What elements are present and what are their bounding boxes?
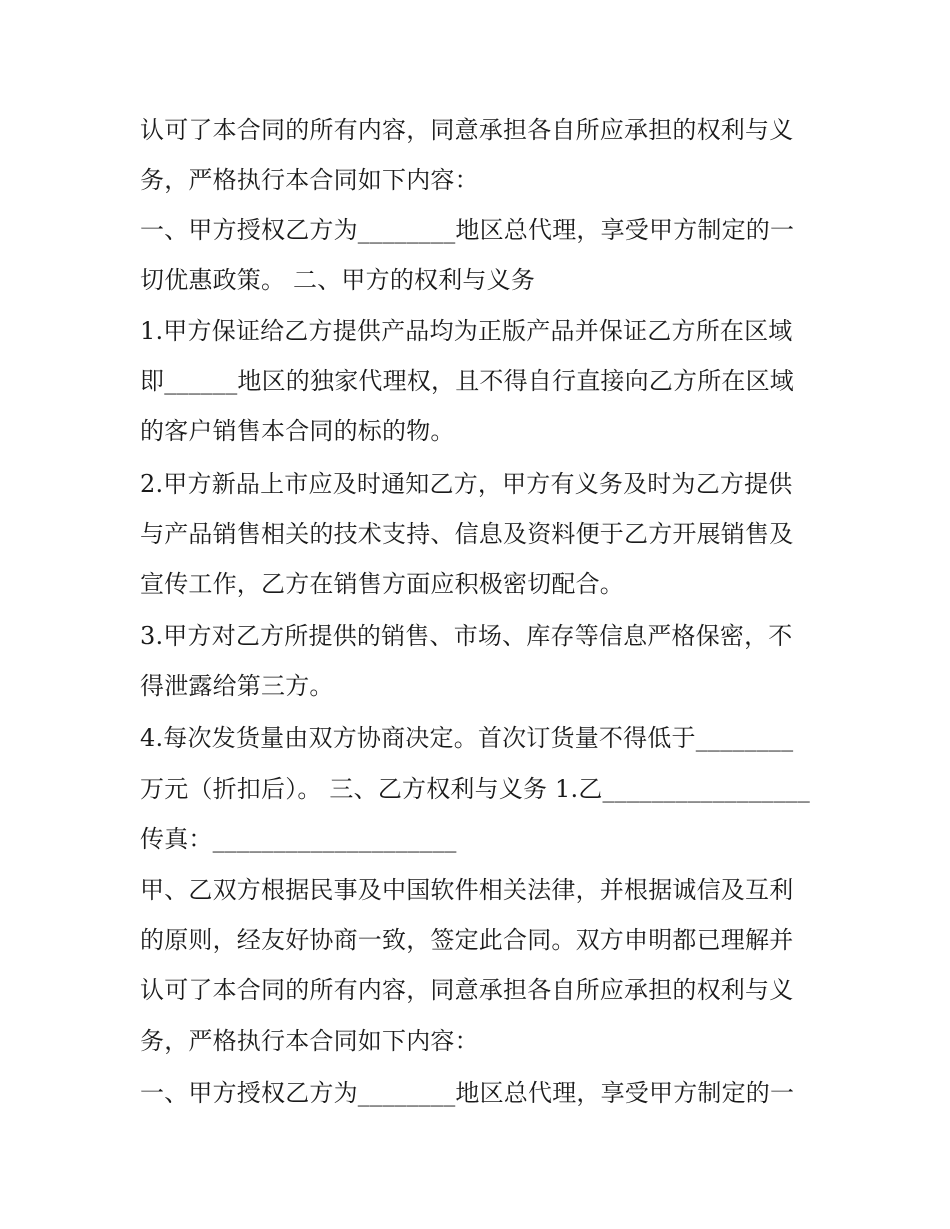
text-line: 务，严格执行本合同如下内容： — [140, 1027, 479, 1055]
text-line: 4.每次发货量由双方协商决定。首次订货量不得低于________ — [140, 724, 794, 752]
text-line: 一、甲方授权乙方为________地区总代理，享受甲方制定的一 — [140, 1079, 795, 1107]
text-line: 切优惠政策。 二、甲方的权利与义务 — [140, 266, 536, 294]
text-line: 的客户销售本合同的标的物。 — [140, 417, 455, 445]
text-line: 即______地区的独家代理权，且不得自行直接向乙方所在区域 — [140, 367, 794, 395]
text-line: 传真：____________________ — [140, 825, 457, 853]
text-line: 得泄露给第三方。 — [140, 672, 334, 700]
text-line: 甲、乙双方根据民事及中国软件相关法律，并根据诚信及互利 — [140, 876, 794, 904]
text-line: 3.甲方对乙方所提供的销售、市场、库存等信息严格保密，不 — [140, 622, 793, 650]
text-line: 一、甲方授权乙方为________地区总代理，享受甲方制定的一 — [140, 216, 795, 244]
text-line: 的原则，经友好协商一致，签定此合同。双方申明都已理解并 — [140, 926, 794, 954]
text-line: 1.甲方保证给乙方提供产品均为正版产品并保证乙方所在区域 — [140, 317, 793, 345]
text-line: 万元（折扣后）。 三、乙方权利与义务 1.乙_________________ — [140, 775, 810, 803]
text-line: 2.甲方新品上市应及时通知乙方，甲方有义务及时为乙方提供 — [140, 470, 793, 498]
text-line: 宣传工作，乙方在销售方面应积极密切配合。 — [140, 570, 624, 598]
text-line: 与产品销售相关的技术支持、信息及资料便于乙方开展销售及 — [140, 520, 794, 548]
text-line: 认可了本合同的所有内容，同意承担各自所应承担的权利与义 — [140, 976, 794, 1004]
text-line: 务，严格执行本合同如下内容： — [140, 166, 479, 194]
text-line: 认可了本合同的所有内容，同意承担各自所应承担的权利与义 — [140, 116, 794, 144]
